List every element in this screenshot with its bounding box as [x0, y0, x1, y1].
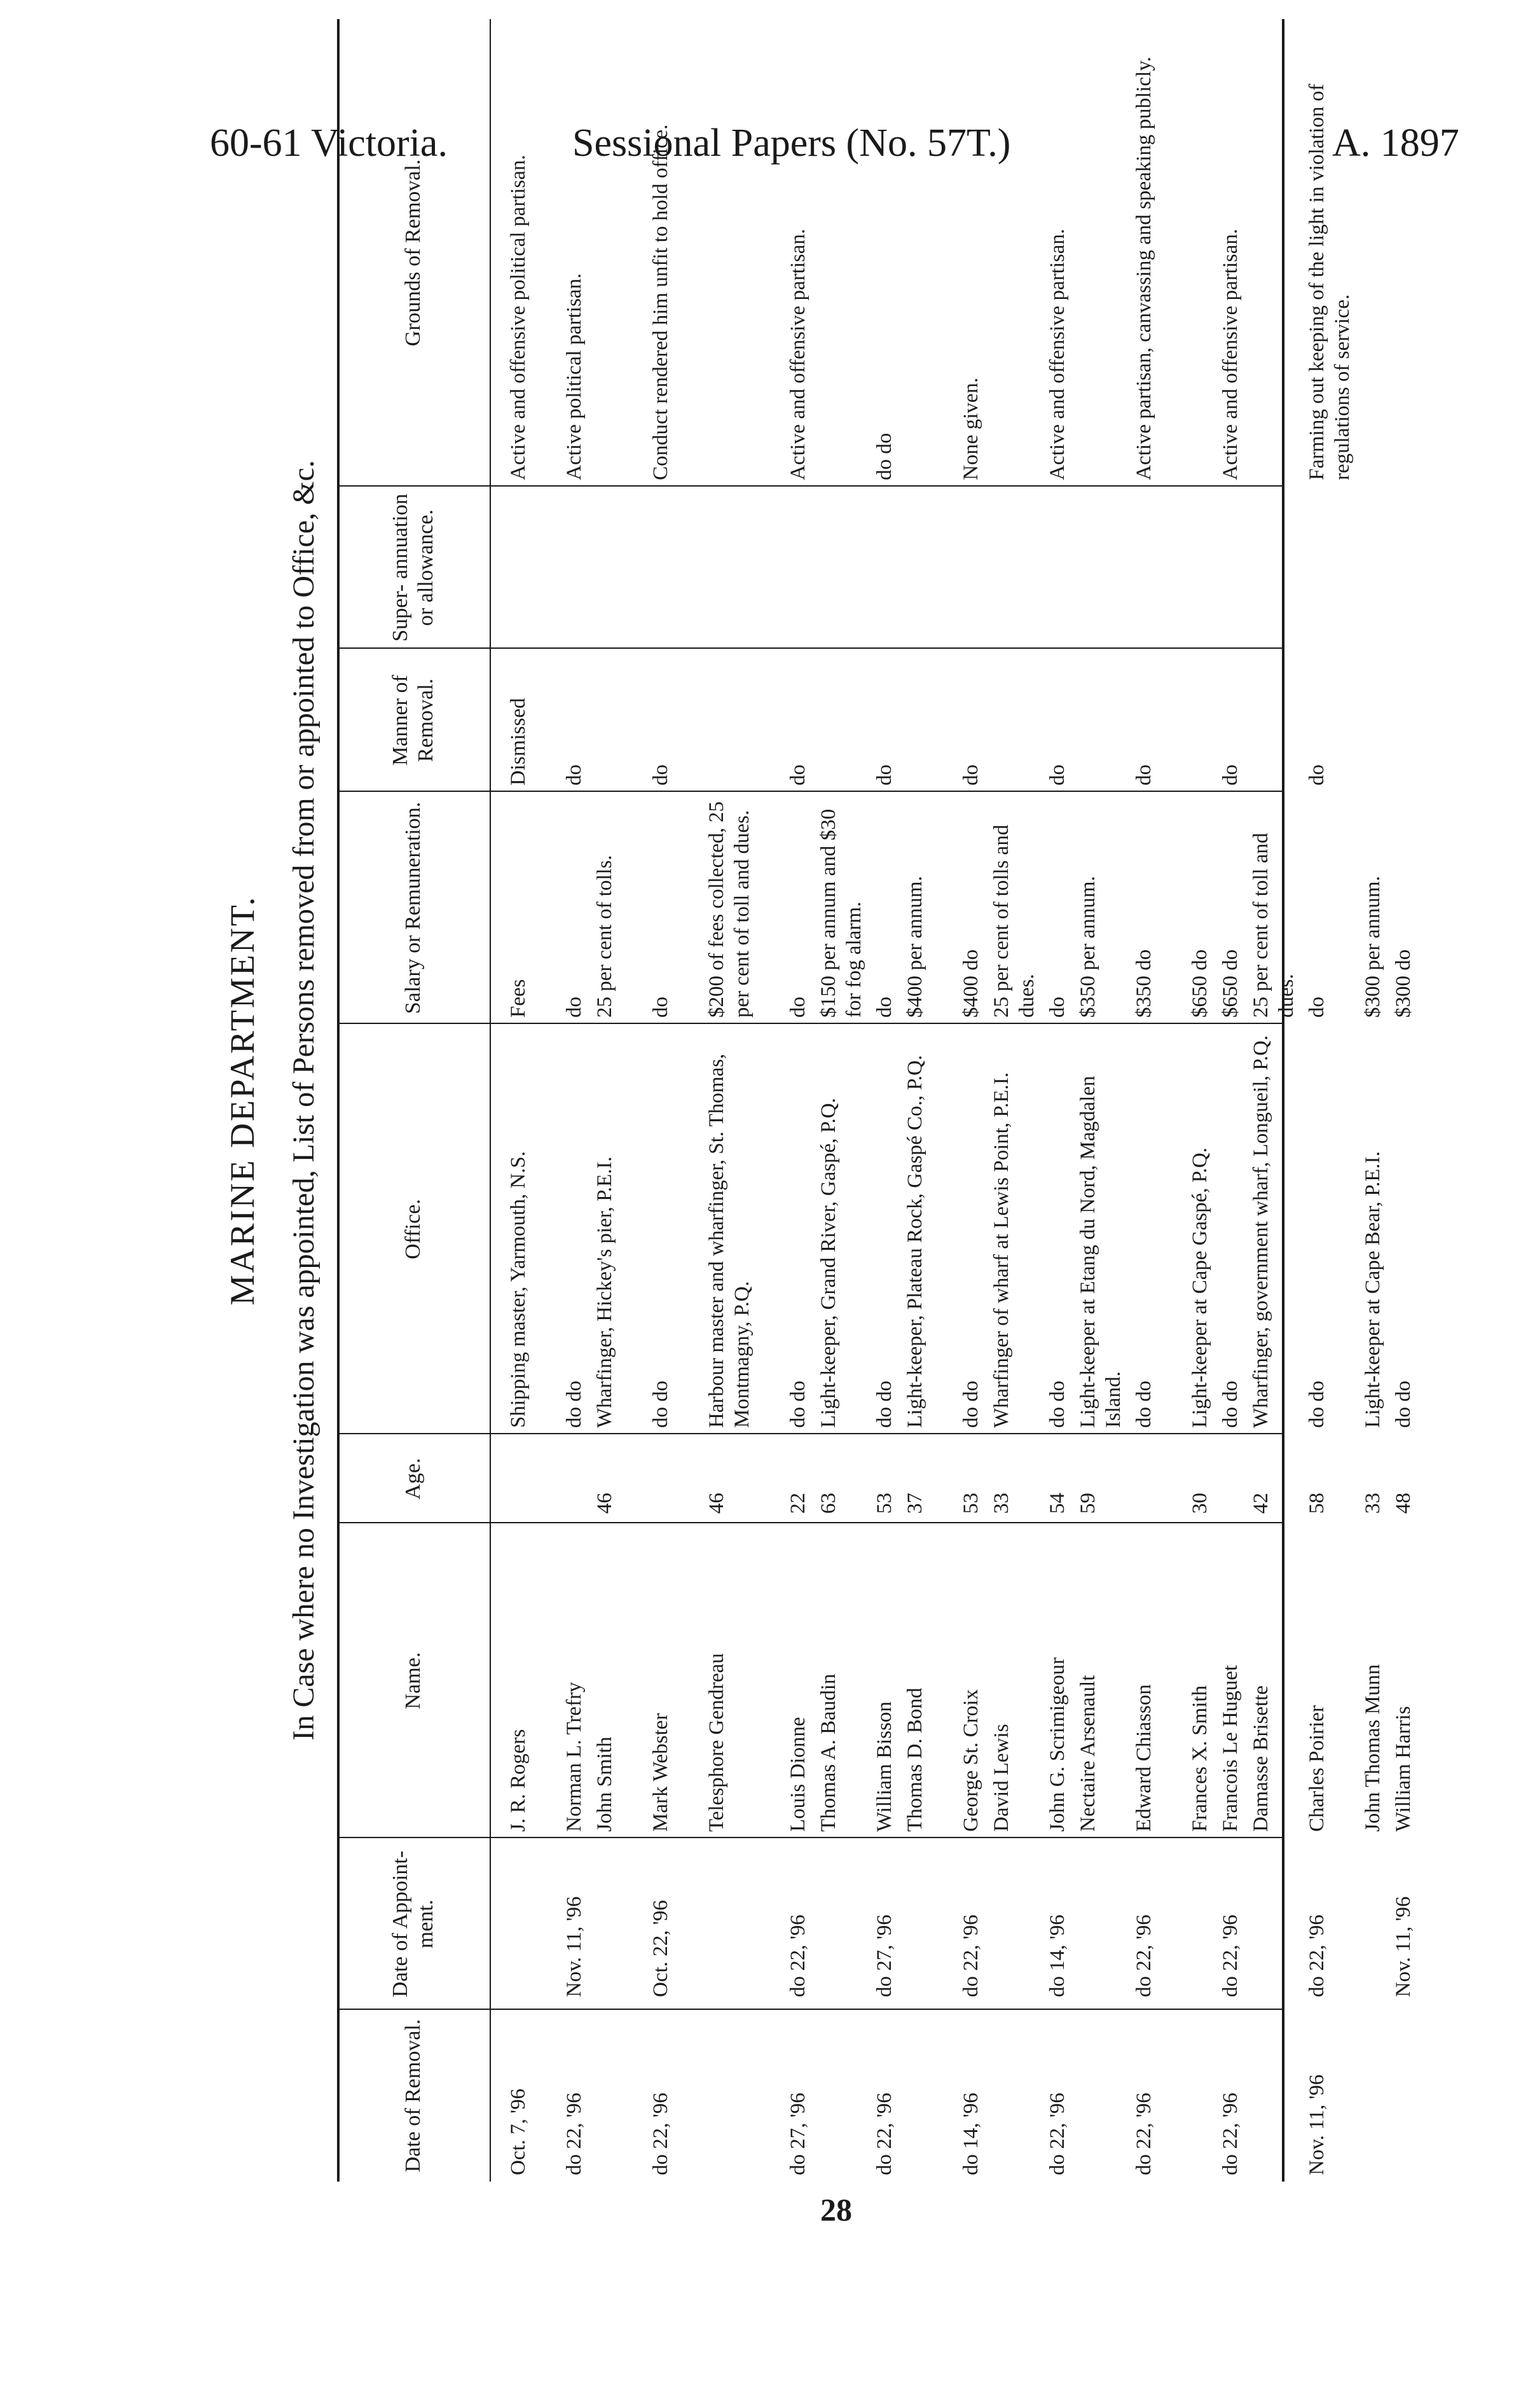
cell-dor: do 22, '96	[563, 2093, 586, 2175]
table-subtitle: In Case where no Investigation was appointed, List of Persons removed from or appointed to Office, &c.	[287, 460, 320, 1741]
cell-manner: do	[873, 765, 896, 785]
cell-manner: do	[1305, 765, 1328, 785]
cell-salary: do	[873, 997, 896, 1018]
cell-age: 37	[904, 1493, 926, 1514]
cell-office: Wharfinger, Hickey's pier, P.E.I.	[593, 1156, 616, 1428]
cell-name: George St. Croix	[960, 1689, 982, 1832]
cell-doa: do 14, '96	[1046, 1914, 1069, 1997]
cell-name: Louis Dionne	[787, 1717, 809, 1832]
cell-age: 42	[1249, 1493, 1272, 1514]
cell-age: 46	[705, 1493, 728, 1514]
cell-grounds: Farming out keeping of the light in violation of regulations of service.	[1305, 83, 1354, 480]
cell-age: 30	[1188, 1493, 1211, 1514]
cell-salary: 25 per cent of tolls.	[593, 855, 616, 1018]
cell-grounds: do do	[873, 432, 896, 480]
col-header-manner: Manner of Removal.	[389, 675, 437, 766]
cell-grounds: Active political partisan.	[563, 273, 586, 480]
cell-dor: Nov. 11, '96	[1305, 2074, 1328, 2175]
cell-doa: do 27, '96	[873, 1914, 896, 1997]
cell-name: Nectaire Arsenault	[1077, 1675, 1099, 1832]
cell-age: 59	[1077, 1493, 1099, 1514]
cell-manner: do	[1132, 765, 1155, 785]
cell-salary: $300 per annum.	[1361, 876, 1384, 1018]
cell-office: Wharfinger of wharf at Lewis Point, P.E.I.	[990, 1072, 1013, 1428]
cell-name: Francois Le Huguet	[1219, 1664, 1242, 1832]
cell-office: do do	[1132, 1380, 1155, 1428]
cell-manner: do	[649, 765, 672, 785]
cell-grounds: Conduct rendered him unfit to hold office.	[649, 124, 672, 480]
cell-doa: Nov. 11, '96	[1392, 1896, 1415, 1997]
cell-salary: $650 do	[1188, 949, 1211, 1018]
cell-age: 48	[1392, 1493, 1415, 1514]
cell-office: do do	[1305, 1380, 1328, 1428]
cell-office: do do	[1219, 1380, 1242, 1428]
cell-age: 53	[873, 1493, 896, 1514]
page-number: 28	[820, 2192, 852, 2227]
cell-manner: do	[960, 765, 982, 785]
cell-age: 53	[960, 1493, 982, 1514]
table-bottom-rule	[1282, 19, 1284, 2182]
cell-office: Light-keeper at Etang du Nord, Magdalen Island.	[1077, 1076, 1125, 1428]
cell-name: David Lewis	[990, 1724, 1013, 1832]
cell-name: Thomas D. Bond	[904, 1687, 926, 1832]
col-header-date-of-appointment: Date of Appoint- ment.	[389, 1850, 437, 1998]
cell-office: Shipping master, Yarmouth, N.S.	[507, 1151, 530, 1428]
cell-age: 58	[1305, 1493, 1328, 1514]
cell-age: 33	[1361, 1493, 1384, 1514]
cell-office: do do	[787, 1380, 809, 1428]
cell-age: 22	[787, 1493, 809, 1514]
cell-salary: do	[649, 997, 672, 1018]
cell-doa: Nov. 11, '96	[563, 1896, 586, 1997]
cell-age: 63	[817, 1493, 840, 1514]
cell-dor: do 22, '96	[1132, 2093, 1155, 2175]
col-divider	[337, 1837, 1284, 1838]
cell-name: William Bisson	[873, 1701, 896, 1832]
cell-salary: $350 do	[1132, 949, 1155, 1018]
col-header-age: Age.	[401, 1458, 425, 1500]
cell-salary: $400 do	[960, 949, 982, 1018]
cell-dor: do 22, '96	[1219, 2093, 1242, 2175]
header-rule	[490, 19, 491, 2182]
cell-salary: do	[563, 997, 586, 1018]
cell-office: Light-keeper at Cape Bear, P.E.I.	[1361, 1151, 1384, 1428]
cell-office: Wharfinger, government wharf, Longueil, P.Q.	[1249, 1035, 1272, 1428]
cell-office: do do	[563, 1380, 586, 1428]
cell-dor: do 27, '96	[787, 2093, 809, 2175]
cell-office: do do	[1046, 1380, 1069, 1428]
cell-office: Light-keeper, Plateau Rock, Gaspé Co., P.Q.	[904, 1055, 926, 1428]
cell-name: Frances X. Smith	[1188, 1685, 1211, 1832]
cell-salary: 25 per cent of toll and dues.	[1249, 833, 1298, 1018]
cell-name: Edward Chiasson	[1132, 1684, 1155, 1832]
cell-grounds: Active and offensive partisan.	[787, 228, 809, 480]
cell-doa: do 22, '96	[960, 1914, 982, 1997]
running-head-center: Sessional Papers (No. 57T.)	[572, 121, 1011, 165]
col-header-name: Name.	[401, 1652, 425, 1710]
cell-dor: do 22, '96	[1046, 2093, 1069, 2175]
cell-name: Norman L. Trefry	[563, 1682, 586, 1832]
col-divider	[337, 1023, 1284, 1024]
cell-dor: do 22, '96	[649, 2093, 672, 2175]
cell-office: Harbour master and wharfinger, St. Thomas, Montmagny, P.Q.	[705, 1053, 754, 1428]
cell-office: Light-keeper at Cape Gaspé, P.Q.	[1188, 1147, 1211, 1428]
cell-doa: do 22, '96	[1219, 1914, 1242, 1997]
cell-office: do do	[960, 1380, 982, 1428]
cell-grounds: Active and offensive political partisan.	[507, 155, 530, 480]
cell-age: 54	[1046, 1493, 1069, 1514]
cell-office: Light-keeper, Grand River, Gaspé, P.Q.	[817, 1098, 840, 1428]
cell-salary: $150 per annum and $30 for fog alarm.	[817, 808, 865, 1018]
department-title: MARINE DEPARTMENT.	[223, 895, 261, 1306]
cell-salary: $350 per annum.	[1077, 876, 1099, 1018]
cell-name: John G. Scrimigeour	[1046, 1657, 1069, 1832]
cell-name: Telesphore Gendreau	[705, 1653, 728, 1832]
cell-age: 46	[593, 1493, 616, 1514]
col-header-grounds: Grounds of Removal.	[401, 159, 425, 347]
cell-manner: do	[563, 765, 586, 785]
cell-grounds: Active partisan, canvassing and speaking publicly.	[1132, 57, 1155, 480]
cell-salary: $650 do	[1219, 949, 1242, 1018]
cell-manner: do	[787, 765, 809, 785]
cell-doa: do 22, '96	[1305, 1914, 1328, 1997]
cell-name: Charles Poirier	[1305, 1705, 1328, 1832]
cell-doa: do 22, '96	[787, 1914, 809, 1997]
running-head-right: A. 1897	[1332, 121, 1459, 165]
col-header-date-of-removal: Date of Removal.	[401, 2019, 425, 2173]
cell-name: Damasse Brisette	[1249, 1685, 1272, 1832]
cell-office: do do	[1392, 1380, 1415, 1428]
col-header-office: Office.	[401, 1199, 425, 1259]
col-header-salary: Salary or Remuneration.	[401, 801, 425, 1014]
cell-grounds: None given.	[960, 377, 982, 480]
cell-doa: do 22, '96	[1132, 1914, 1155, 1997]
cell-dor: Oct. 7, '96	[507, 2088, 530, 2175]
cell-doa: Oct. 22, '96	[649, 1900, 672, 1997]
col-divider	[337, 1433, 1284, 1434]
cell-name: John Smith	[593, 1736, 616, 1832]
cell-office: do do	[649, 1380, 672, 1428]
cell-salary: $200 of fees collected, 25 per cent of toll and dues.	[705, 801, 754, 1018]
cell-salary: 25 per cent of tolls and dues.	[990, 824, 1038, 1018]
cell-age: 33	[990, 1493, 1013, 1514]
cell-name: Mark Webster	[649, 1713, 672, 1832]
col-divider	[337, 2009, 1284, 2010]
col-divider	[337, 485, 1284, 487]
cell-manner: Dismissed	[507, 698, 530, 785]
cell-salary: do	[787, 997, 809, 1018]
col-divider	[337, 1522, 1284, 1523]
cell-dor: do 14, '96	[960, 2093, 982, 2175]
cell-salary: $400 per annum.	[904, 876, 926, 1018]
cell-manner: do	[1219, 765, 1242, 785]
col-divider	[337, 791, 1284, 792]
cell-grounds: Active and offensive partisan.	[1219, 228, 1242, 480]
table-top-rule	[337, 19, 340, 2182]
cell-salary: do	[1305, 997, 1328, 1018]
cell-dor: do 22, '96	[873, 2093, 896, 2175]
cell-name: William Harris	[1392, 1706, 1415, 1832]
cell-salary: Fees	[507, 979, 530, 1018]
cell-salary: do	[1046, 997, 1069, 1018]
running-head-left: 60-61 Victoria.	[210, 121, 448, 165]
cell-name: Thomas A. Baudin	[817, 1673, 840, 1832]
cell-office: do do	[873, 1380, 896, 1428]
cell-salary: $300 do	[1392, 949, 1415, 1018]
cell-manner: do	[1046, 765, 1069, 785]
cell-name: John Thomas Munn	[1361, 1664, 1384, 1832]
cell-grounds: Active and offensive partisan.	[1046, 228, 1069, 480]
cell-name: J. R. Rogers	[507, 1729, 530, 1832]
col-header-superannuation: Super- annuation or allowance.	[389, 494, 437, 642]
